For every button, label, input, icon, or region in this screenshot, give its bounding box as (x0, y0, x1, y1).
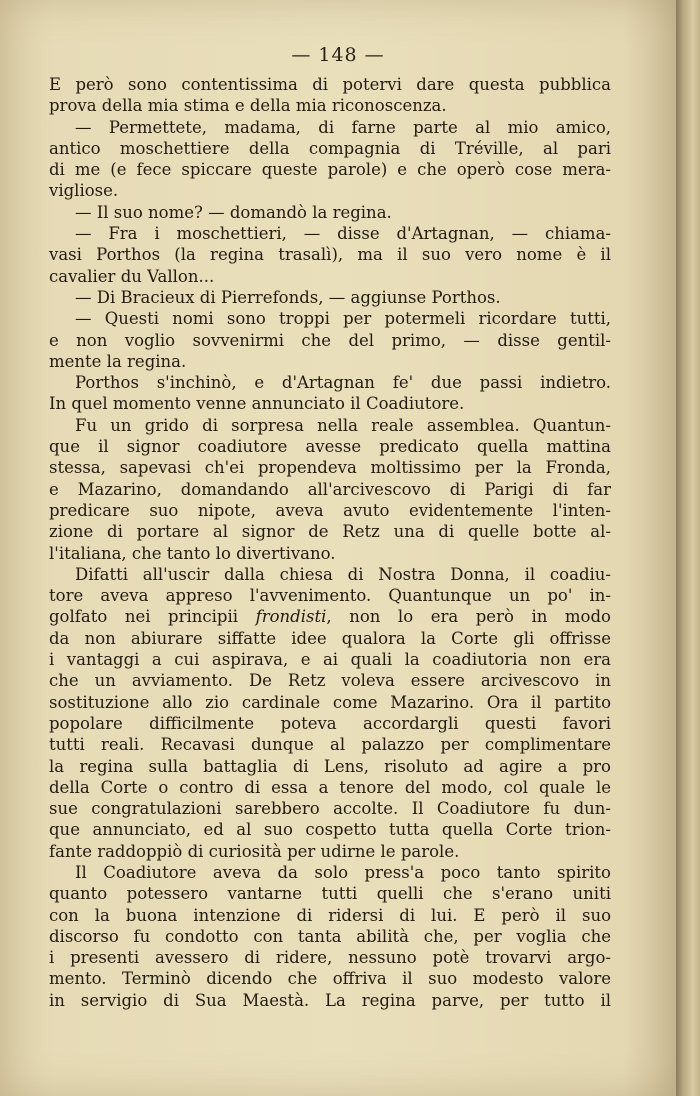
text-line: i presenti avessero di ridere, nessuno potè trovarvi argo- (49, 948, 611, 968)
text-line: cavalier du Vallon... (49, 266, 215, 286)
text-line: Il Coadiutore aveva da solo press'a poco tanto spirito (75, 862, 611, 882)
text-line: predicare suo nipote, aveva avuto evidentemente l'inten- (49, 500, 611, 520)
text-line: che un avviamento. De Retz voleva essere arcivescovo in (49, 671, 611, 691)
text-line: Porthos s'inchinò, e d'Artagnan fe' due passi indietro. (75, 373, 611, 393)
text-line: sue congratulazioni sarebbero accolte. Il Coadiutore fu dun- (49, 799, 611, 819)
text-line: mente la regina. (49, 351, 187, 371)
text-line: fante raddoppiò di curiosità per udirne le parole. (49, 841, 460, 861)
text-line: tore aveva appreso l'avvenimento. Quantunque un po' in- (49, 586, 611, 606)
text-line: l'italiana, che tanto lo divertivano. (49, 543, 336, 563)
text-line: — Questi nomi sono troppi per potermeli ricordare tutti, (75, 309, 611, 329)
text-line: In quel momento venne annunciato il Coadiutore. (49, 394, 465, 414)
text-line: vasi Porthos (la regina trasalì), ma il suo vero nome è il (49, 245, 611, 265)
text-line: quanto potessero vantarne tutti quelli che s'erano uniti (49, 884, 611, 904)
text-line: di me (e fece spiccare queste parole) e che operò cose mera- (49, 160, 611, 180)
text-line: discorso fu condotto con tanta abilità che, per voglia che (49, 926, 611, 946)
text-line: mento. Terminò dicendo che offriva il suo modesto valore (49, 969, 611, 989)
text-line: zione di portare al signor de Retz una di quelle botte al- (49, 522, 611, 542)
italic-word: frondisti (255, 607, 327, 627)
text-line: Difatti all'uscir dalla chiesa di Nostra Donna, il coadiu- (75, 564, 611, 584)
text-line: prova della mia stima e della mia riconoscenza. (49, 96, 447, 116)
page-edge (676, 0, 700, 1096)
text-line: popolare difficilmente poteva accordargli questi favori (49, 713, 611, 733)
text-line: e non voglio sovvenirmi che del primo, — disse gentil- (49, 330, 611, 350)
text-line: — Permettete, madama, di farne parte al mio amico, (75, 117, 611, 137)
body-text (49, 74, 611, 1011)
text-line: que il signor coadiutore avesse predicato quella mattina (49, 437, 611, 457)
text-line: tutti reali. Recavasi dunque al palazzo per complimentare (49, 735, 611, 755)
text-line: vigliose. (49, 181, 119, 201)
text-line: — Il suo nome? — domandò la regina. (75, 202, 392, 222)
text-line: in servigio di Sua Maestà. La regina parve, per tutto il (49, 990, 611, 1010)
text-line: golfato nei principii frondisti, non lo era però in modo (49, 607, 611, 627)
text-line: sostituzione allo zio cardinale come Mazarino. Ora il partito (49, 692, 611, 712)
page-number: — 148 — (291, 44, 385, 66)
text-line: da non abiurare siffatte idee qualora la Corte gli offrisse (49, 628, 611, 648)
text-line: que annunciato, ed al suo cospetto tutta quella Corte trion- (49, 820, 611, 840)
text-line: — Di Bracieux di Pierrefonds, — aggiunse Porthos. (75, 287, 501, 307)
text-line: della Corte o contro di essa a tenore del modo, col quale le (49, 777, 611, 797)
text-line: Fu un grido di sorpresa nella reale assemblea. Quantun- (75, 415, 611, 435)
text-line: stessa, sapevasi ch'ei propendeva moltissimo per la Fronda, (49, 458, 611, 478)
text-line: la regina sulla battaglia di Lens, risoluto ad agire a pro (49, 756, 611, 776)
text-line: E però sono contentissima di potervi dare questa pubblica (49, 75, 611, 94)
text-line: — Fra i moschettieri, — disse d'Artagnan, — chiama- (75, 224, 611, 244)
text-line: e Mazarino, domandando all'arcivescovo di Parigi di far (49, 479, 611, 499)
text-line: i vantaggi a cui aspirava, e ai quali la coadiutoria non era (49, 650, 611, 670)
text-line: antico moschettiere della compagnia di Tréville, al pari (49, 138, 611, 158)
text-line: con la buona intenzione di ridersi di lui. E però il suo (49, 905, 611, 925)
